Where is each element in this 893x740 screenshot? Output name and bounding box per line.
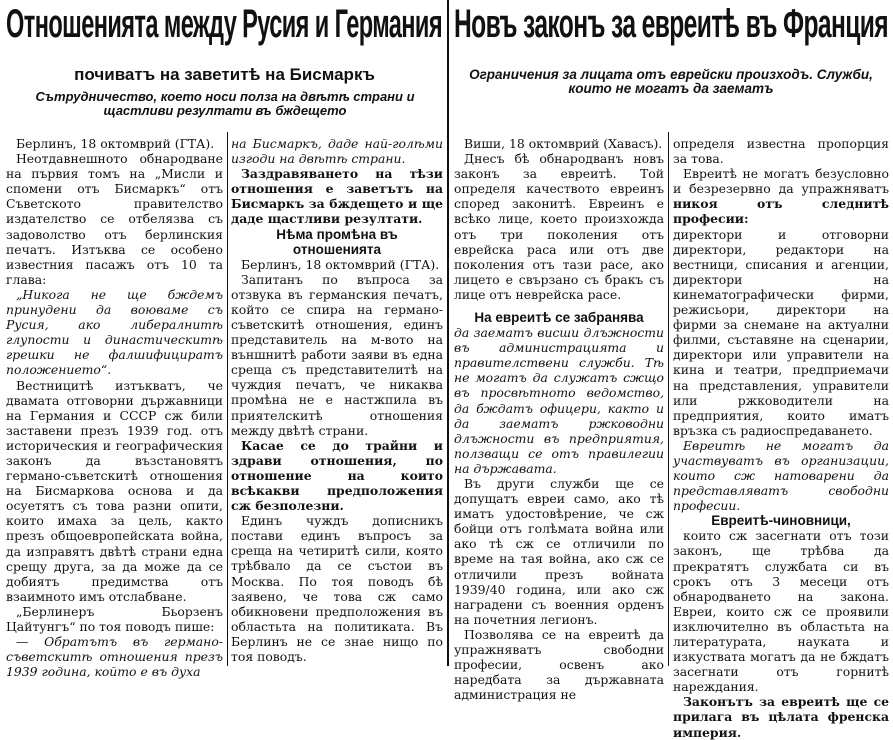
article-divider [447, 0, 449, 666]
right-subhead: Ограничения за лицата отъ еврейски произходъ. Служби, които не могатъ да заематъ [469, 67, 873, 97]
paragraph-continued: определя известна пропорция за това. [673, 136, 889, 167]
paragraph [673, 166, 889, 226]
paragraph: Неотдавнешното обнародване на първия томъ на „Мисли и спомени отъ Бисмаркъ“ отъ Съветското правителство издателство се отбелязва съ задоволство отъ берлинския печатъ. Изтъква се особено известния пасажъ отъ 10 та глава: [6, 151, 223, 287]
section-heading: Евреитѣ-чиновници, [711, 513, 851, 529]
profession-list: директори и отговорни директори, редактори на вестници, списания и агенции, директори на кинематографически фирми, режисьори, директори на фирми за снемане на актуални филми, съставяне на сценарии, директори или управители на кина и театри, предприемачи на представления, управители или ржководители на предприятия, които иматъ връзка съ радиоспредаването. [673, 226, 889, 438]
italic-paragraph: Евреитѣ не могатъ да участвуватъ въ организации, които сж натоварени да представляватъ свободни професии. [673, 437, 889, 514]
dateline: Берлинъ, 18 октомврий (ГТА). [16, 136, 215, 151]
left-column-1 [6, 136, 223, 680]
paragraph: Запитанъ по въпроса за отзвука въ германския печатъ, който се спира на германо-съветскитѣ отношения, единъ представитель на м-вото на външнитѣ работи заяви въ една среща съ представителитѣ на чуждия печатъ, че никаква промѣна не е настжпила въ приятелскитѣ отношения между двѣтѣ страни. [231, 271, 443, 438]
paragraph: Вестницитѣ изтъкватъ, че двамата отговорни държавници на Германия и СССР сж били заставени презъ 1939 год. отъ историческия и географическия законъ да възстановятъ германо-съветскитѣ отношения на Бисмарковa основа и да осуетятъ съ това разни опити, които имаха за цель, както презъ общоевропейската война, да изправятъ двѣтѣ страни една срещу друга, за да може да се добиятъ предимства отъ взаимното имъ отслабване. [6, 377, 223, 604]
italic-paragraph: да заематъ висши длъжности въ администрацията и правителствени служби. Тѣ не могатъ да служатъ сжщо въ просвѣтното ведомство, да бждатъ офицери, както и да заематъ ржководни длъжности въ предприятия, ползващи се отъ правилегии на държавата. [454, 325, 664, 476]
dateline: Виши, 18 октомврий (Хавасъ). [464, 136, 663, 151]
left-subhead-1: почиватъ на заветитѣ на Бисмаркъ [74, 65, 375, 84]
paragraph: Днесъ бѣ обнародванъ новъ законъ за евреитѣ. Той определя качеството евреинъ според законитѣ. Евреинъ е всѣко лице, което произхожда отъ три поколения отъ еврейска раса или отъ две поколения отъ тази расе, ако лицето е свързано съ бракъ съ лице отъ неврейска расе. [454, 151, 664, 302]
bold-phrase: никоя отъ следнитѣ професии: [673, 196, 889, 227]
quote: „Никога не ще бждемъ принудени да воюваме съ Русия, ако либералнитѣ глупости и династическитѣ грешки не фалшифициратъ положението“. [6, 286, 223, 378]
paragraph-text: Евреитѣ не могатъ безусловно и безрезервно да упражняватъ [673, 166, 889, 197]
left-headline: Отношенията между Русия и Германия [6, 2, 442, 46]
quote: — Обратътъ въ германо-съветскитѣ отношения презъ 1939 година, който е въ духа [6, 634, 223, 680]
dateline: Берлинъ, 18 октомврий (ГТА). [241, 256, 440, 272]
right-column-divider [668, 132, 669, 666]
paragraph: Единъ чуждъ дописникъ постави единъ въпросъ за среща на четиритѣ сили, която трѣбвало да се състои въ Москва. По тоя поводъ бѣ заявено, че това сж само обикновени предположения въ областьта на политиката. Въ Берлинъ не се знае нищо по тоя поводъ. [231, 513, 443, 664]
bold-paragraph: Касае се до трайни и здрави отношения, по отношение на които всѣкакви предположения сж безполезни. [231, 437, 443, 514]
bold-paragraph: Заздравяването на тѣзи отношения е заветътъ на Бисмаркъ за бждещето и ще даде щастливи резултати. [231, 166, 443, 227]
section-heading: На евреитѣ се забранява [474, 310, 644, 326]
bold-paragraph: Законътъ за евреитѣ ще се прилага въ цѣлата френска империя. [673, 694, 889, 740]
left-subhead-2: Сътрудничество, което носи полза на двѣтѣ страни и щастливи резултати въ бждещето [35, 89, 415, 118]
paragraph: Въ други служби ще се допущатъ евреи само, ако тѣ иматъ удостовѣрение, че сж бойци отъ голѣмата война или ако тѣ сж се отличили по време на тая война, ако сж се отличили презъ войната 1939/40 година, или ако сж наградени съ военния орденъ на почетния легионъ. [454, 475, 664, 627]
right-headline: Новъ законъ за евреитѣ въ Франция [454, 2, 888, 46]
right-column-2 [673, 136, 889, 740]
right-column-1 [454, 136, 664, 703]
left-column-2 [231, 136, 443, 666]
paragraph: „Берлинеръ Бьорзенъ Цайтунгъ“ по тоя поводъ пише: [6, 603, 223, 634]
paragraph: които сж засегнати отъ този законъ, ще трѣбва да прекратятъ службата си въ срокъ отъ 3 месеци отъ обнародването на закона. Евреи, които сж се проявили изключително въ областьта на литературата, науката и изкуствата могатъ да не бждатъ засегнати отъ горнитѣ нареждания. [673, 528, 889, 695]
quote-continued: на Бисмаркъ, даде най-голѣми изгоди на двѣтѣ страни. [231, 136, 443, 167]
left-column-divider [227, 132, 228, 666]
section-heading: Нѣма промѣна въ отношенията [276, 226, 398, 257]
paragraph: Позволява се на евреитѣ да упражняватъ свободни професии, освенъ ако наредбата за държавната администрация не [454, 626, 664, 703]
